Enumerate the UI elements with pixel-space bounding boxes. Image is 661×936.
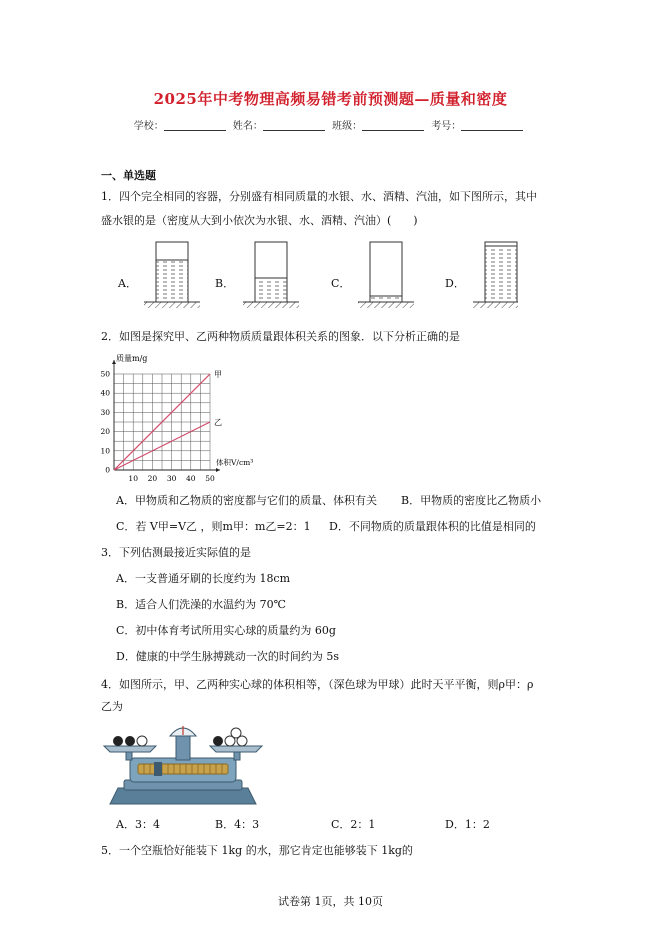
light-ball — [231, 728, 241, 738]
q3-option-d: D．健康的中学生脉搏跳动一次的时间约为 5s — [116, 650, 339, 663]
y-tick-label: 20 — [100, 427, 110, 437]
q1-option-d-label: D． — [445, 277, 465, 290]
container-c — [358, 242, 414, 308]
x-axis-arrow — [216, 468, 220, 472]
q2-option-b: B．甲物质的密度比乙物质小 — [401, 494, 542, 507]
class-blank[interactable] — [362, 120, 424, 131]
chart-series — [114, 370, 222, 470]
name-label: 姓名： — [232, 121, 263, 132]
school-blank[interactable] — [164, 120, 226, 131]
student-info-line — [0, 117, 661, 132]
series-label: 乙 — [214, 418, 222, 427]
mass-volume-chart — [98, 350, 268, 490]
chart-x-axis-label: 体积V/cm³ — [216, 458, 254, 467]
q3-option-c: C．初中体育考试所用实心球的质量约为 60g — [116, 624, 336, 637]
dark-ball — [213, 736, 223, 746]
chart-y-axis-label: 质量m/g — [116, 354, 148, 363]
q4-option-d: D．1：2 — [445, 818, 490, 831]
y-tick-label: 0 — [105, 465, 110, 475]
q3-option-b: B．适合人们洗澡的水温约为 70℃ — [116, 598, 286, 611]
y-tick-label: 50 — [100, 369, 110, 379]
school-label: 学校： — [133, 121, 164, 132]
container-a — [144, 242, 200, 308]
x-tick-label: 40 — [186, 474, 196, 483]
balance-scale-figure — [100, 722, 266, 806]
page-footer: 试卷第 1页，共 10页 — [278, 895, 383, 908]
q5-stem: 5．一个空瓶恰好能装下 1kg 的水，那它肯定也能够装下 1kg的 — [101, 844, 413, 857]
q2-option-d: D．不同物质的质量跟体积的比值是相同的 — [329, 520, 536, 533]
class-label: 班级： — [332, 121, 363, 132]
dark-ball — [113, 736, 123, 746]
y-tick-label: 40 — [100, 388, 110, 398]
q4-line2: 乙为 — [101, 700, 123, 713]
q3-option-a: A．一支普通牙刷的长度约为 18cm — [116, 572, 291, 585]
series-label: 甲 — [214, 370, 222, 379]
x-tick-label: 30 — [166, 474, 177, 483]
container-b — [243, 242, 299, 308]
x-tick-label: 50 — [205, 474, 215, 483]
number-label: 考号： — [431, 121, 462, 132]
q3-stem: 3．下列估测最接近实际值的是 — [101, 546, 251, 559]
q1-line2: 盛水银的是（密度从大到小依次为水银、水、酒精、汽油）( ) — [101, 214, 418, 227]
light-ball — [137, 736, 147, 746]
y-tick-label: 10 — [100, 446, 110, 456]
dark-ball — [125, 736, 135, 746]
q1-option-c-label: C． — [331, 277, 351, 290]
q1-line1: 1．四个完全相同的容器，分别盛有相同质量的水银、水、酒精、汽油，如下图所示，其中 — [101, 190, 537, 203]
x-tick-label: 10 — [128, 474, 138, 483]
q4-option-c: C．2：1 — [331, 818, 376, 831]
page-title: 2025年中考物理高频易错考前预测题—质量和密度 — [153, 90, 508, 108]
x-tick-label: 20 — [147, 474, 158, 483]
number-blank[interactable] — [461, 120, 523, 131]
container-d — [473, 242, 518, 308]
q2-option-c: C．若 V甲=V乙 ，则m甲：m乙=2：1 — [116, 520, 311, 533]
q4-option-b: B．4：3 — [215, 818, 260, 831]
q1-containers-figure — [138, 240, 518, 312]
q1-option-b-label: B． — [215, 277, 235, 290]
q1-option-a-label: A． — [118, 277, 137, 290]
q2-option-a: A．甲物质和乙物质的密度都与它们的质量、体积有关 — [116, 494, 377, 507]
name-blank[interactable] — [263, 120, 325, 131]
q2-stem: 2．如图是探究甲、乙两种物质质量跟体积关系的图象．以下分析正确的是 — [101, 330, 460, 343]
q4-option-a: A．3：4 — [116, 818, 160, 831]
y-tick-label: 30 — [100, 407, 110, 417]
section-heading: 一、单选题 — [101, 169, 156, 182]
q4-line1: 4．如图所示，甲、乙两种实心球的体积相等，（深色球为甲球）此时天平平衡，则ρ甲：ρ — [101, 678, 534, 691]
